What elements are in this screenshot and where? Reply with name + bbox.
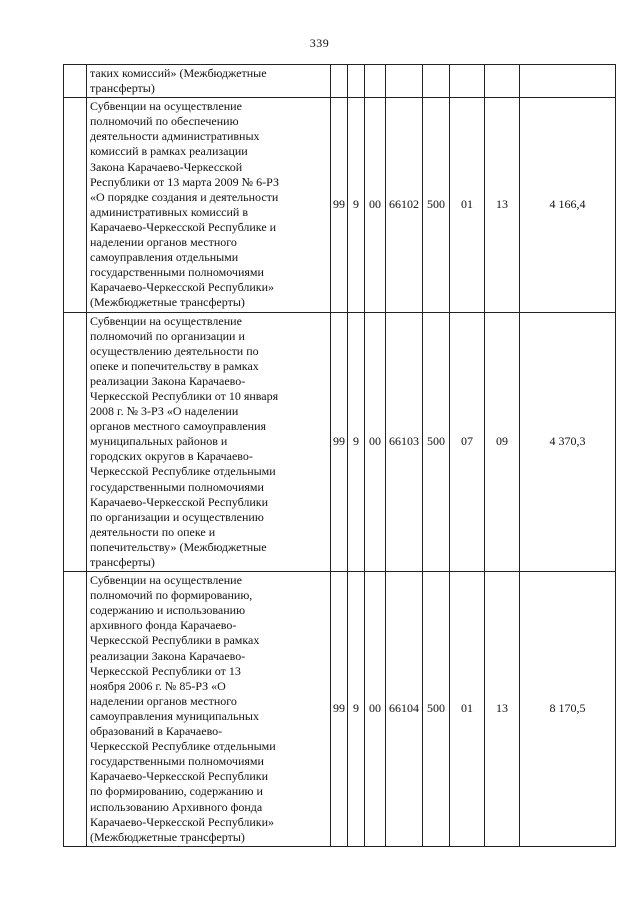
code-cell: 13 (485, 572, 520, 847)
page-number: 339 (309, 36, 330, 50)
amount-cell: 8 170,5 (520, 572, 616, 847)
code-cell (450, 65, 485, 98)
code-cell: 99 (331, 312, 348, 572)
code-cell (423, 65, 450, 98)
code-cell: 99 (331, 572, 348, 847)
code-cell: 00 (365, 572, 386, 847)
code-cell (386, 65, 423, 98)
code-cell: 99 (331, 98, 348, 312)
code-cell: 500 (423, 98, 450, 312)
budget-table (63, 64, 616, 847)
row-index-cell (64, 572, 87, 847)
table-row (64, 572, 616, 847)
description-cell: Субвенции на осуществление полномочий по обеспечению деятельности административных комиссий в рамках реализации Закона Карачаево-Черкесской Республики от 13 марта 2009 № 6-РЗ «О порядке создания и деятельности административных комиссий в Карачаево-Черкесской Республике и наделении органов местного самоуправления отдельными государственными полномочиями Карачаево-Черкесской Республики» (Межбюджетные трансферты) (87, 98, 331, 312)
code-cell: 66103 (386, 312, 423, 572)
code-cell: 500 (423, 312, 450, 572)
description-cell: таких комиссий» (Межбюджетные трансферты) (87, 65, 331, 98)
code-cell: 66104 (386, 572, 423, 847)
amount-cell: 4 166,4 (520, 98, 616, 312)
table-row (64, 65, 616, 98)
code-cell: 9 (348, 312, 365, 572)
code-cell: 09 (485, 312, 520, 572)
row-index-cell (64, 312, 87, 572)
description-cell: Субвенции на осуществление полномочий по формированию, содержанию и использованию архивного фонда Карачаево- Черкесской Республики в рамках реализации Закона Карачаево- Черкесской Республики от 13 ноября 2006 г. № 85-РЗ «О наделении органов местного самоуправления муниципальных образований в Карачаево- Черкесской Республике отдельными государственными полномочиями Карачаево-Черкесской Республики по формированию, содержанию и использованию Архивного фонда Карачаево-Черкесской Республики» (Межбюджетные трансферты) (87, 572, 331, 847)
amount-cell: 4 370,3 (520, 312, 616, 572)
code-cell: 00 (365, 98, 386, 312)
code-cell (485, 65, 520, 98)
code-cell: 66102 (386, 98, 423, 312)
table-row (64, 98, 616, 312)
code-cell: 500 (423, 572, 450, 847)
code-cell: 00 (365, 312, 386, 572)
code-cell (331, 65, 348, 98)
code-cell: 01 (450, 98, 485, 312)
code-cell: 9 (348, 98, 365, 312)
row-index-cell (64, 65, 87, 98)
code-cell (348, 65, 365, 98)
code-cell: 13 (485, 98, 520, 312)
table-row (64, 312, 616, 572)
code-cell: 07 (450, 312, 485, 572)
code-cell (365, 65, 386, 98)
amount-cell (520, 65, 616, 98)
description-cell: Субвенции на осуществление полномочий по организации и осуществлению деятельности по опеке и попечительству в рамках реализации Закона Карачаево- Черкесской Республики от 10 января 2008 г. № 3-РЗ «О наделении органов местного самоуправления муниципальных районов и городских округов в Карачаево- Черкесской Республике отдельными государственными полномочиями Карачаево-Черкесской Республики по организации и осуществлению деятельности по опеке и попечительству» (Межбюджетные трансферты) (87, 312, 331, 572)
row-index-cell (64, 98, 87, 312)
code-cell: 01 (450, 572, 485, 847)
code-cell: 9 (348, 572, 365, 847)
